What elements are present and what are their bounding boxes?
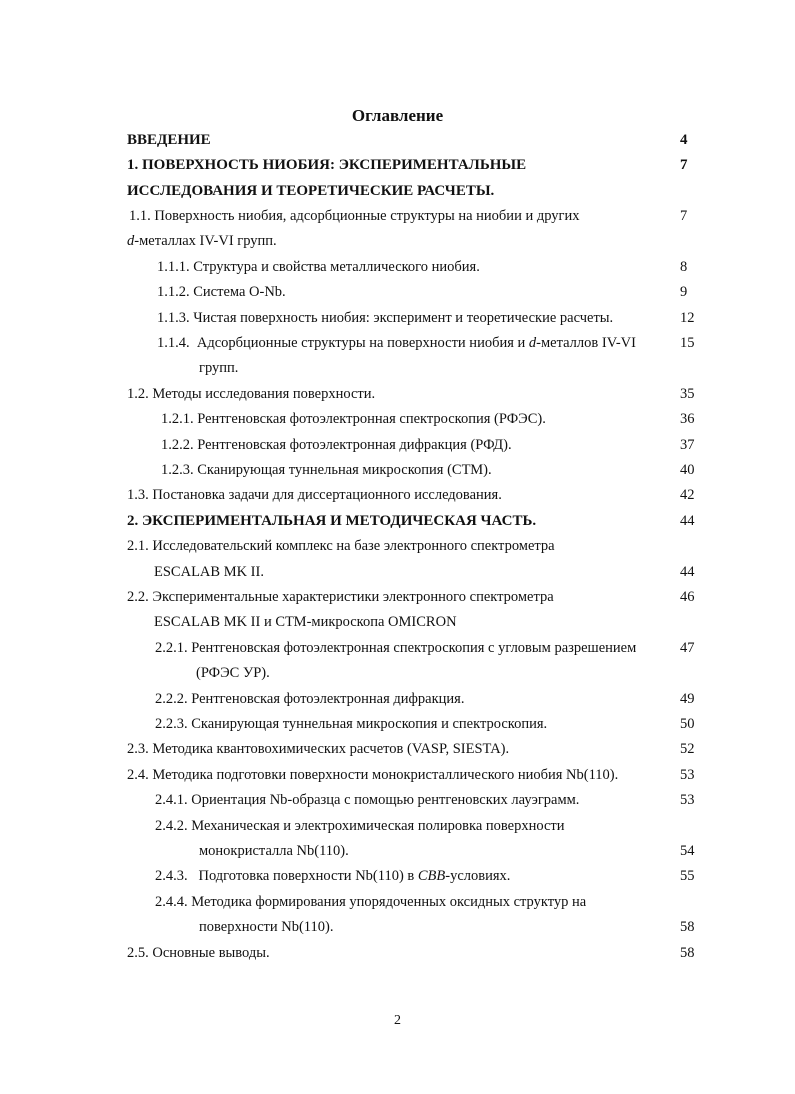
toc-entry-page: 44 bbox=[680, 564, 695, 580]
toc-entry-page: 4 bbox=[680, 132, 688, 148]
toc-entry-page: 49 bbox=[680, 691, 695, 707]
toc-entry-text: 2.4.4. Методика формирования упорядоченных оксидных структур на bbox=[155, 894, 587, 910]
toc-entry-page: 40 bbox=[680, 462, 695, 478]
toc-entry-page: 7 bbox=[680, 208, 688, 224]
toc-entry-text: 1.1. Поверхность ниобия, адсорбционные структуры на ниобии и других bbox=[129, 208, 580, 224]
d-italic: d bbox=[127, 233, 135, 249]
toc-entry-page: 8 bbox=[680, 259, 688, 275]
toc-entry-page: 36 bbox=[680, 411, 695, 427]
toc-entry-text: 1.1.1. Структура и свойства металлического ниобия. bbox=[157, 259, 480, 275]
toc-entry-text: ВВЕДЕНИЕ bbox=[127, 132, 211, 148]
toc-entry-text: групп. bbox=[199, 360, 239, 376]
toc-entry-page: 54 bbox=[680, 843, 695, 859]
toc-entry-page: 46 bbox=[680, 589, 695, 605]
toc-entry-text: 1.2.1. Рентгеновская фотоэлектронная спектроскопия (РФЭС). bbox=[161, 411, 546, 427]
toc-entry-text: 2.3. Методика квантовохимических расчетов (VASP, SIESTA). bbox=[127, 741, 510, 757]
toc-entry-text: 1.3. Постановка задачи для диссертационного исследования. bbox=[127, 487, 502, 503]
toc-entry-text: 1.1.3. Чистая поверхность ниобия: эксперимент и теоретические расчеты. bbox=[157, 310, 614, 326]
toc-entry-text: 1.2.3. Сканирующая туннельная микроскопия (СТМ). bbox=[161, 462, 492, 478]
toc-entry-text: 2.4. Методика подготовки поверхности монокристаллического ниобия Nb(110). bbox=[127, 767, 619, 783]
toc-entry-page: 7 bbox=[680, 157, 688, 173]
toc-entry-text: 2.2. Экспериментальные характеристики электронного спектрометра bbox=[127, 589, 554, 605]
toc-entry-page: 50 bbox=[680, 716, 695, 732]
toc-entry-text: ESCALAB MK II. bbox=[154, 564, 264, 580]
toc-entry-page: 53 bbox=[680, 767, 695, 783]
toc-entry-text: 2.4.1. Ориентация Nb-образца с помощью рентгеновских лауэграмм. bbox=[155, 792, 580, 808]
toc-entry-page: 55 bbox=[680, 868, 695, 884]
toc-entry-page: 52 bbox=[680, 741, 695, 757]
toc-entry-text: 2.2.1. Рентгеновская фотоэлектронная спектроскопия с угловым разрешением bbox=[155, 640, 637, 656]
toc-entry-text: поверхности Nb(110). bbox=[199, 919, 334, 935]
toc-entry-page: 37 bbox=[680, 437, 695, 453]
toc-entry-page: 58 bbox=[680, 945, 695, 961]
toc-entry-page: 12 bbox=[680, 310, 695, 326]
toc-entry-text: (РФЭС УР). bbox=[196, 665, 270, 681]
toc-entry-text: ИССЛЕДОВАНИЯ И ТЕОРЕТИЧЕСКИЕ РАСЧЕТЫ. bbox=[127, 183, 495, 199]
toc-entry-text: 2.2.2. Рентгеновская фотоэлектронная дифракция. bbox=[155, 691, 465, 707]
toc-entry-page: 44 bbox=[680, 513, 695, 529]
toc-entry-text: 2.5. Основные выводы. bbox=[127, 945, 270, 961]
toc-entry-text: 1. ПОВЕРХНОСТЬ НИОБИЯ: ЭКСПЕРИМЕНТАЛЬНЫЕ bbox=[127, 157, 527, 173]
toc-entry-text: 1.2.2. Рентгеновская фотоэлектронная дифракция (РФД). bbox=[161, 437, 512, 453]
toc-entry-page: 47 bbox=[680, 640, 695, 656]
toc-entry-text: 1.1.4. Адсорбционные структуры на поверхности ниобия и d-металлов IV-VI bbox=[157, 335, 636, 351]
toc-title: Оглавление bbox=[351, 106, 444, 125]
page-number: 2 bbox=[394, 1013, 401, 1028]
toc-entry-text: 2.2.3. Сканирующая туннельная микроскопия и спектроскопия. bbox=[155, 716, 548, 732]
toc-entry-page: 42 bbox=[680, 487, 695, 503]
toc-entry-page: 58 bbox=[680, 919, 695, 935]
toc-entry-text: 1.2. Методы исследования поверхности. bbox=[127, 386, 376, 402]
toc-entry-page: 35 bbox=[680, 386, 695, 402]
toc-entry-page: 53 bbox=[680, 792, 695, 808]
toc-entry-text: 2. ЭКСПЕРИМЕНТАЛЬНАЯ И МЕТОДИЧЕСКАЯ ЧАСТЬ. bbox=[127, 513, 537, 529]
toc-entry-page: 9 bbox=[680, 284, 688, 300]
toc-entry-text: d-металлах IV-VI групп. bbox=[127, 233, 277, 249]
toc-entry-text: 2.4.3. Подготовка поверхности Nb(110) в СВВ-условиях. bbox=[155, 868, 511, 884]
toc-entry-text: монокристалла Nb(110). bbox=[199, 843, 349, 859]
toc-entry-text: 2.1. Исследовательский комплекс на базе электронного спектрометра bbox=[127, 538, 555, 554]
toc-entry-text: ESCALAB MK II и СТМ-микроскопа OMICRON bbox=[154, 614, 457, 630]
toc-entry-page: 15 bbox=[680, 335, 695, 351]
toc-entry-text: 2.4.2. Механическая и электрохимическая полировка поверхности bbox=[155, 818, 565, 834]
toc-entry-text: 1.1.2. Система O-Nb. bbox=[157, 284, 286, 300]
